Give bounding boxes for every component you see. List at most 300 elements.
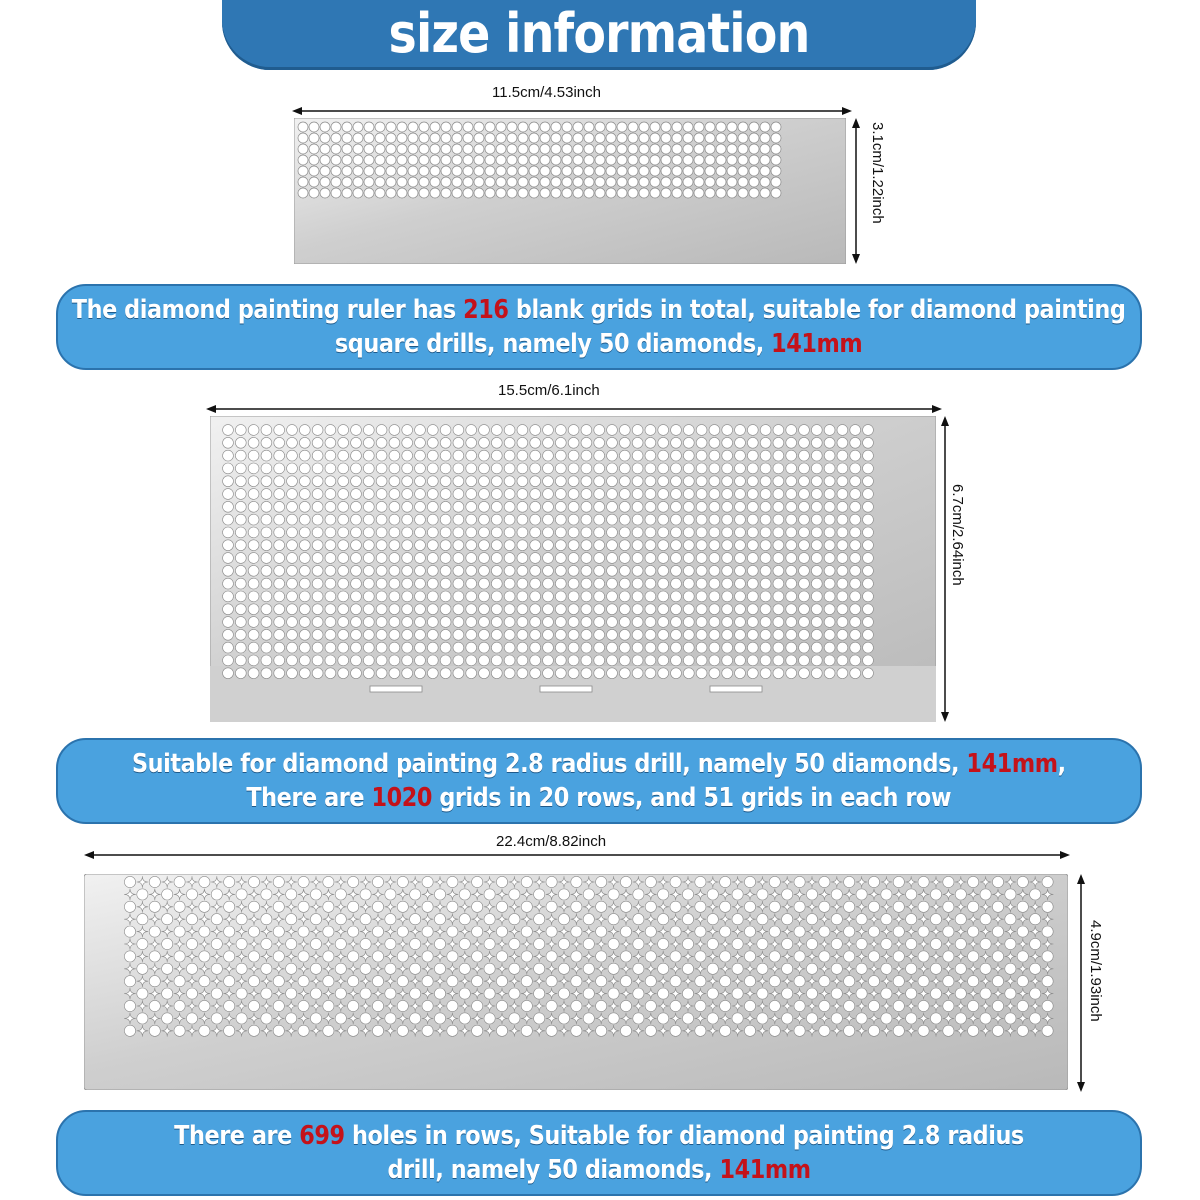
grid-hole bbox=[507, 144, 517, 154]
grid-hole bbox=[683, 655, 694, 666]
grid-hole bbox=[223, 463, 234, 474]
grid-hole bbox=[427, 553, 438, 564]
grid-hole bbox=[650, 133, 660, 143]
grid-hole bbox=[331, 155, 341, 165]
grid-hole bbox=[735, 463, 746, 474]
grid-hole bbox=[1030, 963, 1041, 974]
grid-hole bbox=[968, 976, 979, 987]
grid-hole bbox=[568, 642, 579, 653]
grid-hole bbox=[389, 668, 400, 679]
grid-hole bbox=[309, 122, 319, 132]
grid-hole bbox=[348, 926, 359, 937]
grid-hole bbox=[408, 144, 418, 154]
grid-hole bbox=[571, 926, 582, 937]
grid-hole bbox=[620, 1000, 631, 1011]
grid-hole bbox=[389, 604, 400, 615]
grid-hole bbox=[415, 668, 426, 679]
grid-hole bbox=[427, 476, 438, 487]
grid-hole bbox=[287, 489, 298, 500]
grid-hole bbox=[773, 553, 784, 564]
grid-hole bbox=[670, 976, 681, 987]
grid-hole bbox=[709, 668, 720, 679]
grid-hole bbox=[363, 476, 374, 487]
grid-hole bbox=[517, 450, 528, 461]
grid-hole bbox=[568, 604, 579, 615]
grid-hole bbox=[376, 463, 387, 474]
grid-hole bbox=[645, 527, 656, 538]
grid-hole bbox=[727, 188, 737, 198]
grid-hole bbox=[452, 155, 462, 165]
grid-hole bbox=[794, 976, 805, 987]
grid-hole bbox=[479, 450, 490, 461]
grid-hole bbox=[325, 604, 336, 615]
ruler-3-width-arrow bbox=[84, 848, 1070, 862]
grid-hole bbox=[261, 489, 272, 500]
grid-hole bbox=[760, 565, 771, 576]
grid-hole bbox=[645, 450, 656, 461]
grid-hole bbox=[517, 642, 528, 653]
grid-hole bbox=[543, 578, 554, 589]
grid-hole bbox=[320, 144, 330, 154]
grid-hole bbox=[335, 889, 346, 900]
grid-hole bbox=[824, 591, 835, 602]
grid-hole bbox=[248, 476, 259, 487]
grid-hole bbox=[299, 565, 310, 576]
grid-hole bbox=[769, 951, 780, 962]
grid-hole bbox=[607, 437, 618, 448]
grid-hole bbox=[760, 527, 771, 538]
grid-hole bbox=[943, 951, 954, 962]
grid-hole bbox=[760, 177, 770, 187]
grid-hole bbox=[540, 177, 550, 187]
grid-hole bbox=[696, 591, 707, 602]
grid-hole bbox=[628, 122, 638, 132]
grid-hole bbox=[312, 450, 323, 461]
grid-hole bbox=[453, 501, 464, 512]
ruler-1-width-label: 11.5cm/4.53inch bbox=[492, 84, 601, 101]
grid-hole bbox=[342, 155, 352, 165]
grid-hole bbox=[484, 963, 495, 974]
grid-hole bbox=[568, 629, 579, 640]
grid-hole bbox=[868, 1025, 879, 1036]
grid-hole bbox=[735, 540, 746, 551]
grid-hole bbox=[223, 450, 234, 461]
ruler-1-description-banner bbox=[56, 284, 1142, 370]
grid-hole bbox=[274, 668, 285, 679]
grid-hole bbox=[696, 565, 707, 576]
grid-hole bbox=[211, 988, 222, 999]
grid-hole bbox=[248, 976, 259, 987]
grid-hole bbox=[744, 876, 755, 887]
grid-hole bbox=[732, 1013, 743, 1024]
grid-hole bbox=[645, 501, 656, 512]
grid-hole bbox=[274, 463, 285, 474]
grid-hole bbox=[389, 642, 400, 653]
grid-hole bbox=[534, 938, 545, 949]
grid-hole bbox=[453, 655, 464, 666]
grid-hole bbox=[881, 914, 892, 925]
grid-hole bbox=[856, 963, 867, 974]
grid-hole bbox=[235, 617, 246, 628]
grid-hole bbox=[581, 668, 592, 679]
grid-hole bbox=[235, 629, 246, 640]
grid-hole bbox=[1017, 901, 1028, 912]
grid-hole bbox=[504, 527, 515, 538]
grid-hole bbox=[607, 604, 618, 615]
grid-hole bbox=[555, 617, 566, 628]
grid-hole bbox=[606, 122, 616, 132]
grid-hole bbox=[594, 450, 605, 461]
highlight-value: 141mm bbox=[771, 329, 863, 359]
grid-hole bbox=[735, 437, 746, 448]
grid-hole bbox=[607, 425, 618, 436]
grid-hole bbox=[709, 514, 720, 525]
grid-hole bbox=[968, 901, 979, 912]
grid-hole bbox=[639, 188, 649, 198]
grid-hole bbox=[619, 540, 630, 551]
grid-hole bbox=[546, 901, 557, 912]
grid-hole bbox=[364, 122, 374, 132]
grid-hole bbox=[248, 591, 259, 602]
grid-hole bbox=[504, 553, 515, 564]
grid-hole bbox=[773, 501, 784, 512]
grid-hole bbox=[850, 489, 861, 500]
grid-hole bbox=[696, 489, 707, 500]
grid-hole bbox=[694, 155, 704, 165]
grid-hole bbox=[543, 629, 554, 640]
grid-hole bbox=[968, 951, 979, 962]
grid-hole bbox=[722, 668, 733, 679]
grid-hole bbox=[517, 655, 528, 666]
grid-hole bbox=[223, 553, 234, 564]
grid-hole bbox=[199, 1025, 210, 1036]
grid-hole bbox=[786, 578, 797, 589]
grid-hole bbox=[837, 668, 848, 679]
grid-hole bbox=[363, 527, 374, 538]
grid-hole bbox=[581, 540, 592, 551]
grid-hole bbox=[162, 1013, 173, 1024]
grid-hole bbox=[696, 463, 707, 474]
grid-hole bbox=[517, 578, 528, 589]
grid-hole bbox=[312, 527, 323, 538]
grid-hole bbox=[581, 489, 592, 500]
grid-hole bbox=[863, 642, 874, 653]
grid-hole bbox=[376, 565, 387, 576]
grid-hole bbox=[747, 514, 758, 525]
grid-hole bbox=[837, 450, 848, 461]
grid-hole bbox=[856, 914, 867, 925]
grid-hole bbox=[342, 144, 352, 154]
grid-hole bbox=[504, 629, 515, 640]
grid-hole bbox=[683, 450, 694, 461]
grid-hole bbox=[650, 188, 660, 198]
grid-hole bbox=[955, 988, 966, 999]
grid-hole bbox=[325, 450, 336, 461]
grid-hole bbox=[441, 133, 451, 143]
grid-hole bbox=[850, 514, 861, 525]
grid-hole bbox=[452, 166, 462, 176]
grid-hole bbox=[661, 155, 671, 165]
grid-hole bbox=[568, 617, 579, 628]
grid-hole bbox=[671, 450, 682, 461]
grid-hole bbox=[363, 514, 374, 525]
grid-hole bbox=[261, 604, 272, 615]
grid-hole bbox=[517, 668, 528, 679]
grid-hole bbox=[786, 642, 797, 653]
grid-hole bbox=[786, 629, 797, 640]
grid-hole bbox=[521, 1025, 532, 1036]
grid-hole bbox=[491, 668, 502, 679]
grid-hole bbox=[881, 963, 892, 974]
grid-hole bbox=[224, 1000, 235, 1011]
grid-hole bbox=[735, 450, 746, 461]
grid-hole bbox=[211, 1013, 222, 1024]
grid-hole bbox=[496, 133, 506, 143]
grid-hole bbox=[658, 514, 669, 525]
grid-hole bbox=[722, 437, 733, 448]
grid-hole bbox=[583, 889, 594, 900]
grid-hole bbox=[863, 476, 874, 487]
grid-hole bbox=[351, 668, 362, 679]
grid-hole bbox=[430, 177, 440, 187]
grid-hole bbox=[491, 617, 502, 628]
grid-hole bbox=[555, 450, 566, 461]
grid-hole bbox=[584, 188, 594, 198]
grid-hole bbox=[806, 988, 817, 999]
grid-hole bbox=[831, 938, 842, 949]
grid-hole bbox=[434, 988, 445, 999]
grid-hole bbox=[555, 591, 566, 602]
grid-hole bbox=[530, 617, 541, 628]
grid-hole bbox=[459, 889, 470, 900]
grid-hole bbox=[819, 926, 830, 937]
grid-hole bbox=[632, 553, 643, 564]
grid-hole bbox=[799, 489, 810, 500]
grid-hole bbox=[410, 963, 421, 974]
grid-hole bbox=[722, 489, 733, 500]
grid-hole bbox=[632, 514, 643, 525]
description-text: There are bbox=[174, 1121, 300, 1151]
grid-hole bbox=[683, 540, 694, 551]
grid-hole bbox=[980, 963, 991, 974]
grid-hole bbox=[824, 642, 835, 653]
grid-hole bbox=[463, 133, 473, 143]
grid-hole bbox=[517, 591, 528, 602]
grid-hole bbox=[298, 155, 308, 165]
grid-hole bbox=[351, 450, 362, 461]
grid-hole bbox=[479, 514, 490, 525]
grid-hole bbox=[705, 166, 715, 176]
grid-hole bbox=[955, 1013, 966, 1024]
grid-hole bbox=[529, 155, 539, 165]
grid-hole bbox=[287, 437, 298, 448]
description-text: blank grids in total, suitable for diamond painting bbox=[508, 295, 1126, 325]
grid-hole bbox=[682, 889, 693, 900]
grid-hole bbox=[415, 655, 426, 666]
grid-hole bbox=[453, 463, 464, 474]
grid-hole bbox=[824, 553, 835, 564]
grid-hole bbox=[351, 604, 362, 615]
grid-hole bbox=[856, 988, 867, 999]
grid-hole bbox=[707, 963, 718, 974]
grid-hole bbox=[389, 578, 400, 589]
grid-hole bbox=[760, 514, 771, 525]
grid-hole bbox=[248, 527, 259, 538]
grid-hole bbox=[363, 489, 374, 500]
grid-hole bbox=[747, 425, 758, 436]
grid-hole bbox=[633, 889, 644, 900]
grid-hole bbox=[312, 489, 323, 500]
grid-hole bbox=[415, 501, 426, 512]
grid-hole bbox=[735, 655, 746, 666]
grid-hole bbox=[606, 133, 616, 143]
grid-hole bbox=[837, 527, 848, 538]
grid-hole bbox=[696, 578, 707, 589]
grid-hole bbox=[491, 463, 502, 474]
grid-hole bbox=[466, 540, 477, 551]
grid-hole bbox=[658, 425, 669, 436]
grid-hole bbox=[223, 578, 234, 589]
grid-hole bbox=[819, 1025, 830, 1036]
grid-hole bbox=[309, 133, 319, 143]
grid-hole bbox=[543, 668, 554, 679]
grid-hole bbox=[863, 463, 874, 474]
grid-hole bbox=[496, 876, 507, 887]
grid-hole bbox=[363, 578, 374, 589]
grid-hole bbox=[530, 629, 541, 640]
grid-hole bbox=[402, 437, 413, 448]
grid-hole bbox=[235, 655, 246, 666]
grid-hole bbox=[661, 144, 671, 154]
grid-hole bbox=[824, 437, 835, 448]
grid-hole bbox=[376, 668, 387, 679]
grid-hole bbox=[760, 617, 771, 628]
grid-hole bbox=[543, 604, 554, 615]
grid-hole bbox=[773, 617, 784, 628]
grid-hole bbox=[893, 876, 904, 887]
grid-hole bbox=[716, 188, 726, 198]
grid-hole bbox=[415, 565, 426, 576]
grid-hole bbox=[363, 668, 374, 679]
grid-hole bbox=[568, 578, 579, 589]
grid-hole bbox=[453, 514, 464, 525]
grid-hole bbox=[844, 951, 855, 962]
grid-hole bbox=[661, 188, 671, 198]
grid-hole bbox=[310, 914, 321, 925]
grid-hole bbox=[735, 642, 746, 653]
grid-hole bbox=[199, 976, 210, 987]
grid-hole bbox=[376, 514, 387, 525]
grid-hole bbox=[747, 553, 758, 564]
grid-hole bbox=[149, 1000, 160, 1011]
grid-hole bbox=[773, 540, 784, 551]
grid-hole bbox=[440, 642, 451, 653]
grid-hole bbox=[376, 655, 387, 666]
grid-hole bbox=[811, 489, 822, 500]
grid-hole bbox=[360, 889, 371, 900]
grid-hole bbox=[906, 963, 917, 974]
grid-hole bbox=[581, 463, 592, 474]
grid-hole bbox=[287, 514, 298, 525]
grid-hole bbox=[773, 578, 784, 589]
grid-hole bbox=[323, 1025, 334, 1036]
grid-hole bbox=[619, 668, 630, 679]
grid-hole bbox=[709, 437, 720, 448]
grid-hole bbox=[364, 144, 374, 154]
grid-hole bbox=[581, 655, 592, 666]
grid-hole bbox=[360, 938, 371, 949]
grid-hole bbox=[555, 514, 566, 525]
grid-hole bbox=[236, 963, 247, 974]
grid-hole bbox=[338, 463, 349, 474]
grid-hole bbox=[389, 553, 400, 564]
grid-hole bbox=[422, 876, 433, 887]
grid-hole bbox=[594, 578, 605, 589]
grid-hole bbox=[509, 1013, 520, 1024]
grid-hole bbox=[683, 425, 694, 436]
grid-hole bbox=[338, 527, 349, 538]
grid-hole bbox=[364, 177, 374, 187]
grid-hole bbox=[453, 604, 464, 615]
grid-hole bbox=[474, 122, 484, 132]
grid-hole bbox=[335, 1013, 346, 1024]
grid-hole bbox=[620, 976, 631, 987]
grid-hole bbox=[518, 166, 528, 176]
ruler-2-height-label: 6.7cm/2.64inch bbox=[949, 484, 966, 586]
grid-hole bbox=[299, 540, 310, 551]
grid-hole bbox=[628, 133, 638, 143]
grid-hole bbox=[568, 450, 579, 461]
grid-hole bbox=[918, 1025, 929, 1036]
grid-hole bbox=[273, 876, 284, 887]
grid-hole bbox=[504, 642, 515, 653]
grid-hole bbox=[645, 489, 656, 500]
grid-hole bbox=[881, 988, 892, 999]
grid-hole bbox=[824, 578, 835, 589]
grid-hole bbox=[720, 1000, 731, 1011]
grid-hole bbox=[893, 951, 904, 962]
grid-hole bbox=[683, 188, 693, 198]
grid-hole bbox=[286, 938, 297, 949]
grid-hole bbox=[594, 437, 605, 448]
grid-hole bbox=[389, 565, 400, 576]
grid-hole bbox=[376, 425, 387, 436]
grid-hole bbox=[837, 437, 848, 448]
grid-hole bbox=[496, 926, 507, 937]
grid-hole bbox=[645, 514, 656, 525]
grid-hole bbox=[415, 463, 426, 474]
highlight-value: 216 bbox=[463, 295, 509, 325]
grid-hole bbox=[650, 155, 660, 165]
grid-hole bbox=[479, 629, 490, 640]
ruler-2-width-label: 15.5cm/6.1inch bbox=[498, 382, 600, 399]
grid-hole bbox=[261, 450, 272, 461]
grid-hole bbox=[571, 876, 582, 887]
grid-hole bbox=[632, 489, 643, 500]
grid-hole bbox=[430, 166, 440, 176]
grid-hole bbox=[248, 876, 259, 887]
grid-hole bbox=[633, 938, 644, 949]
grid-hole bbox=[672, 122, 682, 132]
grid-hole bbox=[696, 642, 707, 653]
grid-hole bbox=[595, 144, 605, 154]
grid-hole bbox=[397, 155, 407, 165]
grid-hole bbox=[323, 976, 334, 987]
grid-hole bbox=[124, 926, 135, 937]
grid-hole bbox=[223, 514, 234, 525]
grid-hole bbox=[645, 604, 656, 615]
grid-hole bbox=[517, 514, 528, 525]
